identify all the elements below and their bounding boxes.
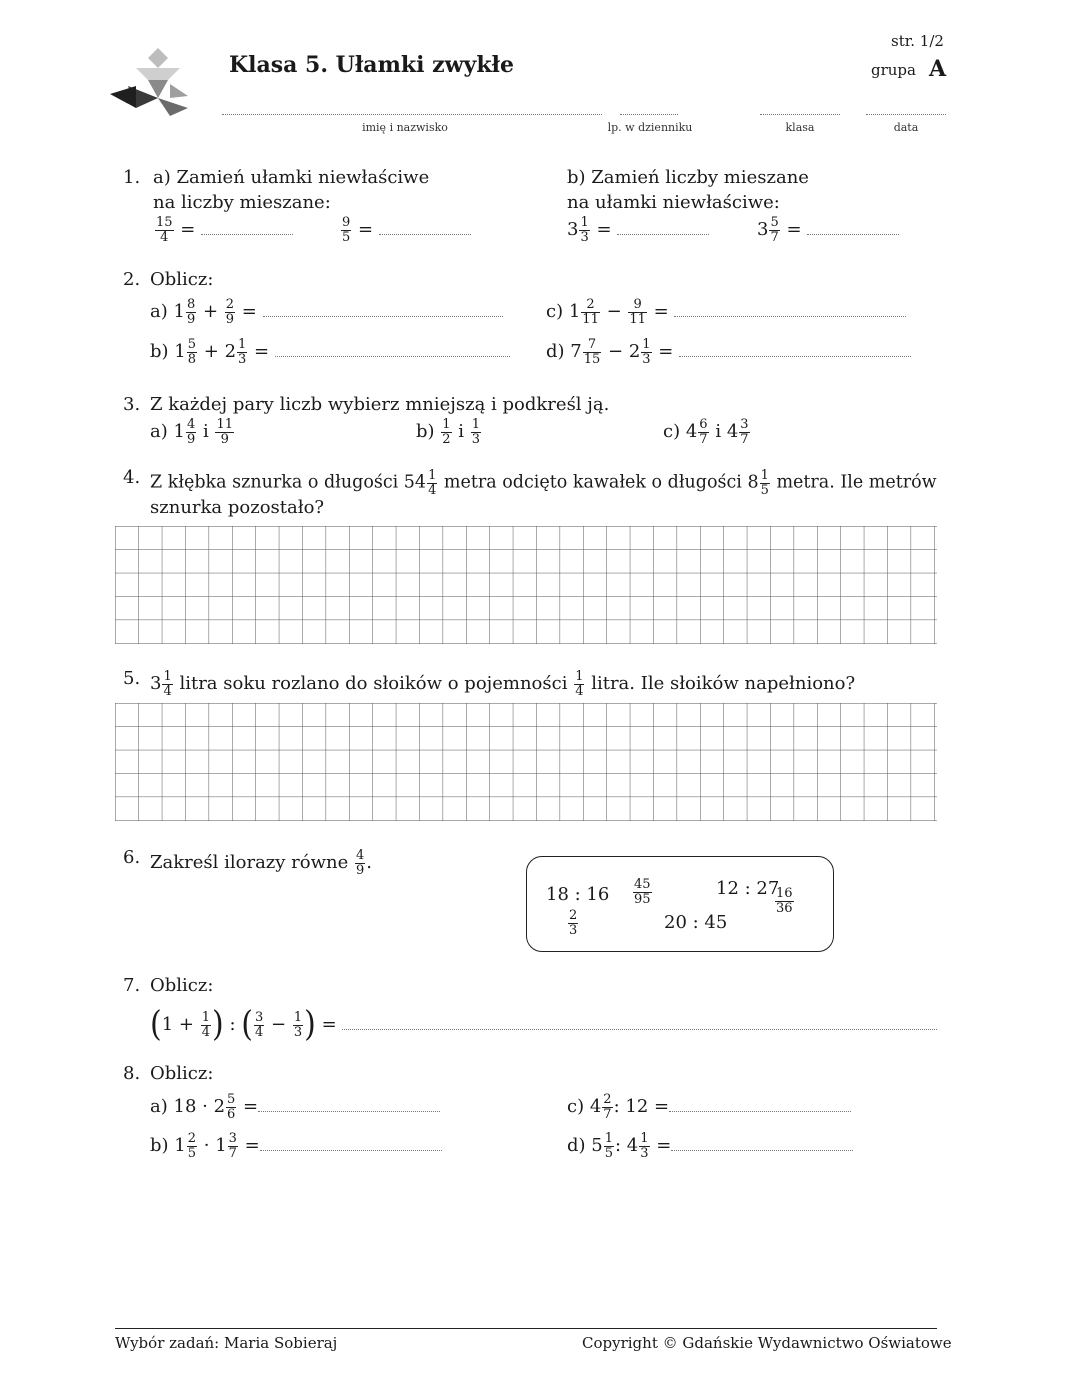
task-4-number: 4. (123, 467, 141, 488)
task-1a-label-2: na liczby mieszane: (153, 192, 331, 213)
task-1b-item-1: 3 $\frac{1}{3}$ = (567, 216, 709, 244)
task-2-number: 2. (123, 269, 141, 290)
quotient-option[interactable]: 12 : 27 (716, 878, 780, 899)
date-field-label: data (893, 121, 919, 134)
task-5-grid[interactable] (115, 703, 937, 821)
quotient-option[interactable]: $\frac{16}{36}$ (776, 886, 793, 916)
answer-field[interactable] (669, 1097, 851, 1112)
group-label: grupa (871, 61, 916, 79)
answer-field[interactable] (617, 220, 709, 235)
task-8b: b) 1 $\frac{2}{5}$ · 1 $\frac{3}{7}$ = (150, 1132, 442, 1160)
group-value: A (929, 56, 947, 82)
task-3-number: 3. (123, 394, 141, 415)
answer-field[interactable] (679, 342, 911, 357)
answer-field[interactable] (671, 1136, 853, 1151)
answer-field[interactable] (258, 1097, 440, 1112)
task-8a: a) 18 · 2 $\frac{5}{6}$ = (150, 1093, 440, 1121)
answer-field[interactable] (260, 1136, 442, 1151)
quotient-option[interactable]: 18 : 16 (546, 884, 610, 905)
task-7-label: Oblicz: (150, 975, 214, 996)
task-4-grid[interactable] (115, 526, 937, 644)
task-7-expression: (1 + $\frac{1}{4}$ ) : ( $\frac{3}{4}$ − $\frac{1}{3}$ ) = (150, 1010, 937, 1040)
answer-field[interactable] (201, 220, 293, 235)
task-1a-item-1: $\frac{15}{4}$ = (154, 216, 293, 244)
task-5-text: 3 $\frac{1}{4}$ litra soku rozlano do słoików o pojemności $\frac{1}{4}$ litra. Ile słoików napełniono? (150, 669, 856, 699)
task-1b-item-2: 3 $\frac{5}{7}$ = (757, 216, 899, 244)
diary-number-field[interactable] (620, 100, 678, 115)
task-1-number: 1. (123, 167, 141, 188)
task-3-label: Z każdej pary liczb wybierz mniejszą i podkreśl ją. (150, 394, 610, 415)
task-1a-label: a) Zamień ułamki niewłaściwe (153, 167, 430, 188)
quotient-option[interactable]: 20 : 45 (664, 912, 728, 933)
task-8-label: Oblicz: (150, 1063, 214, 1084)
date-field[interactable] (866, 100, 946, 115)
task-6-text: Zakreśl ilorazy równe $\frac{4}{9}$ . (150, 848, 373, 878)
answer-field[interactable] (342, 1015, 937, 1030)
answer-field[interactable] (275, 342, 510, 357)
quotient-option[interactable]: $\frac{2}{3}$ (569, 908, 578, 938)
answer-field[interactable] (263, 302, 503, 317)
task-3c[interactable]: c) 4 $\frac{6}{7}$ i 4 $\frac{3}{7}$ (663, 417, 749, 447)
class-field[interactable] (760, 100, 840, 115)
task-2d: d) 7 $\frac{7}{15}$ − 2 $\frac{1}{3}$ = (546, 338, 911, 366)
task-4-text-2: sznurka pozostało? (150, 497, 325, 518)
answer-field[interactable] (674, 302, 906, 317)
task-5-number: 5. (123, 668, 141, 689)
answer-field[interactable] (807, 220, 899, 235)
task-3a[interactable]: a) 1 $\frac{4}{9}$ i $\frac{11}{9}$ (150, 417, 234, 447)
class-field-label: klasa (785, 121, 815, 134)
task-1b-label-2: na ułamki niewłaściwe: (567, 192, 780, 213)
name-field[interactable] (222, 100, 602, 115)
footer-rule (115, 1328, 937, 1329)
page-number: str. 1/2 (891, 32, 944, 50)
page-title: Klasa 5. Ułamki zwykłe (229, 52, 515, 78)
task-8d: d) 5 $\frac{1}{5}$ : 4 $\frac{1}{3}$ = (567, 1132, 853, 1160)
diary-field-label: lp. w dzienniku (607, 121, 693, 134)
task-2-label: Oblicz: (150, 269, 214, 290)
task-2b: b) 1 $\frac{5}{8}$ + 2 $\frac{1}{3}$ = (150, 338, 510, 366)
task-2a: a) 1 $\frac{8}{9}$ + $\frac{2}{9}$ = (150, 298, 503, 326)
task-8-number: 8. (123, 1063, 141, 1084)
tangram-logo (108, 46, 192, 118)
task-3b[interactable]: b) $\frac{1}{2}$ i $\frac{1}{3}$ (416, 417, 481, 447)
task-1a-item-2: $\frac{9}{5}$ = (340, 216, 471, 244)
task-8c: c) 4 $\frac{2}{7}$ : 12 = (567, 1093, 851, 1121)
task-2c: c) 1 $\frac{2}{11}$ − $\frac{9}{11}$ = (546, 298, 906, 326)
task-4-text: Z kłębka sznurka o długości 54 $\frac{1}{4}$ metra odcięto kawałek o długości 8 $\frac{1}{5}$ metra. Ile metrów (150, 468, 937, 498)
answer-field[interactable] (379, 220, 471, 235)
task-7-number: 7. (123, 975, 141, 996)
footer-copyright: Copyright © Gdańskie Wydawnictwo Oświatowe (582, 1334, 952, 1352)
task-6-number: 6. (123, 847, 141, 868)
footer-author: Wybór zadań: Maria Sobieraj (115, 1334, 338, 1352)
quotient-option[interactable]: $\frac{45}{95}$ (634, 877, 651, 907)
name-field-label: imię i nazwisko (362, 121, 448, 134)
task-1b-label: b) Zamień liczby mieszane (567, 167, 809, 188)
